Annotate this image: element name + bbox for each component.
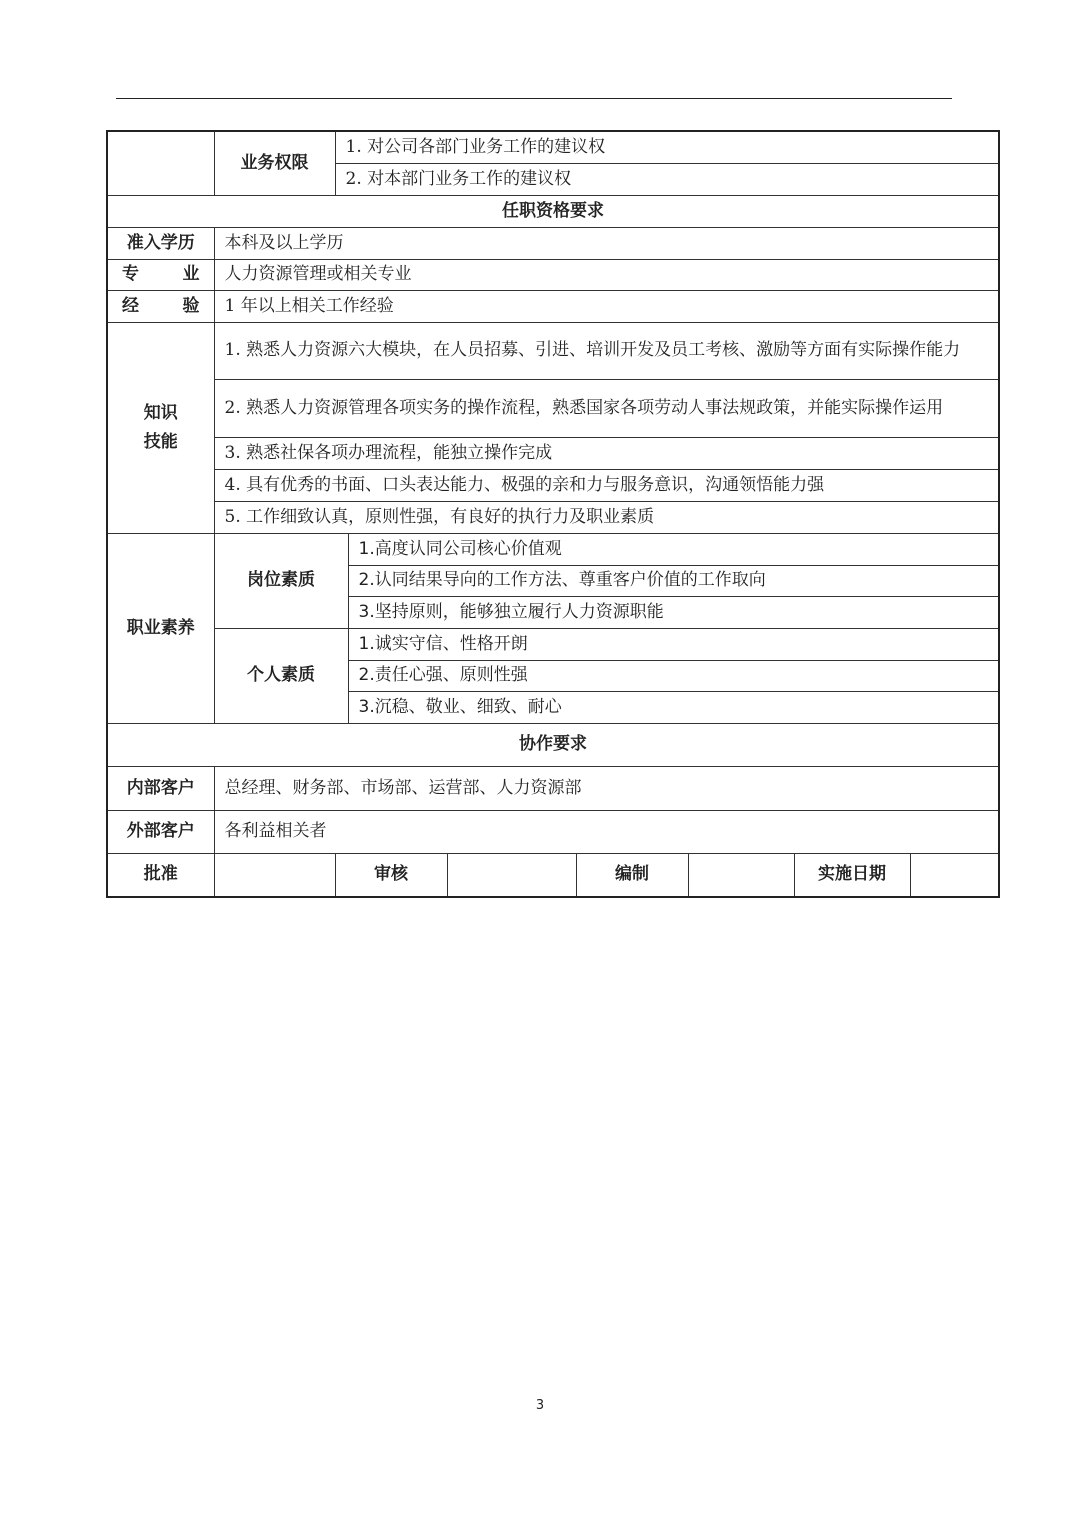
qualification-section-title: 任职资格要求: [107, 195, 999, 227]
personal-quality-item-1: 1.诚实守信、性格开朗: [348, 628, 999, 660]
job-description-table: [106, 130, 1000, 898]
knowledge-item-2: 2. 熟悉人力资源管理各项实务的操作流程，熟悉国家各项劳动人事法规政策，并能实际操作运用: [214, 379, 999, 437]
prepare-label: 编制: [576, 853, 688, 897]
experience-label-a: 经: [122, 295, 139, 316]
knowledge-item-3: 3. 熟悉社保各项办理流程，能独立操作完成: [214, 437, 999, 469]
post-quality-label: 岗位素质: [214, 533, 348, 628]
knowledge-item-4: 4. 具有优秀的书面、口头表达能力、极强的亲和力与服务意识，沟通领悟能力强: [214, 469, 999, 501]
education-value: 本科及以上学历: [214, 227, 999, 259]
knowledge-row-1: [107, 322, 999, 379]
internal-client-label: 内部客户: [107, 766, 214, 810]
internal-client-value: 总经理、财务部、市场部、运营部、人力资源部: [214, 766, 999, 810]
authority-row-1: [107, 131, 999, 163]
knowledge-row-4: [107, 469, 999, 501]
personal-quality-label: 个人素质: [214, 628, 348, 723]
major-value: 人力资源管理或相关专业: [214, 259, 999, 290]
review-label: 审核: [335, 853, 447, 897]
knowledge-label-line1: 知识: [143, 402, 178, 423]
approve-field[interactable]: [214, 853, 335, 897]
external-client-label: 外部客户: [107, 810, 214, 853]
education-row: [107, 227, 999, 259]
experience-label: [107, 290, 214, 322]
authority-item-1: 1. 对公司各部门业务工作的建议权: [335, 131, 999, 163]
knowledge-item-1: 1. 熟悉人力资源六大模块，在人员招募、引进、培训开发及员工考核、激励等方面有实际操作能力: [214, 322, 999, 379]
knowledge-row-5: [107, 501, 999, 533]
qualification-section-row: [107, 195, 999, 227]
experience-label-b: 验: [182, 295, 200, 316]
authority-item-2: 2. 对本部门业务工作的建议权: [335, 163, 999, 195]
external-client-value: 各利益相关者: [214, 810, 999, 853]
signoff-row: [107, 853, 999, 897]
effective-date-field[interactable]: [910, 853, 999, 897]
knowledge-item-5: 5. 工作细致认真，原则性强，有良好的执行力及职业素质: [214, 501, 999, 533]
post-quality-row-1: [107, 533, 999, 565]
major-label-a: 专: [122, 264, 139, 284]
approve-label: 批准: [107, 853, 214, 897]
authority-label: 业务权限: [214, 131, 335, 195]
education-label: 准入学历: [107, 227, 214, 259]
post-quality-item-2: 2.认同结果导向的工作方法、尊重客户价值的工作取向: [348, 565, 999, 596]
experience-value: 1 年以上相关工作经验: [214, 290, 999, 322]
internal-client-row: [107, 766, 999, 810]
effective-date-label: 实施日期: [794, 853, 910, 897]
authority-blank-cell: [107, 131, 214, 195]
knowledge-row-2: [107, 379, 999, 437]
personal-quality-item-2: 2.责任心强、原则性强: [348, 660, 999, 691]
experience-row: [107, 290, 999, 322]
major-row: [107, 259, 999, 290]
knowledge-label: [107, 322, 214, 533]
professionalism-label: 职业素养: [107, 533, 214, 723]
collaboration-section-row: [107, 723, 999, 766]
post-quality-item-1: 1.高度认同公司核心价值观: [348, 533, 999, 565]
knowledge-row-3: [107, 437, 999, 469]
review-field[interactable]: [447, 853, 576, 897]
collaboration-section-title: 协作要求: [107, 723, 999, 766]
external-client-row: [107, 810, 999, 853]
major-label: [107, 259, 214, 290]
major-label-b: 业: [182, 264, 200, 284]
personal-quality-row-1: [107, 628, 999, 660]
header-rule: [116, 98, 952, 99]
personal-quality-item-3: 3.沉稳、敬业、细致、耐心: [348, 691, 999, 723]
post-quality-item-3: 3.坚持原则，能够独立履行人力资源职能: [348, 596, 999, 628]
knowledge-label-line2: 技能: [143, 431, 178, 452]
page-number: 3: [535, 1398, 545, 1413]
prepare-field[interactable]: [688, 853, 794, 897]
